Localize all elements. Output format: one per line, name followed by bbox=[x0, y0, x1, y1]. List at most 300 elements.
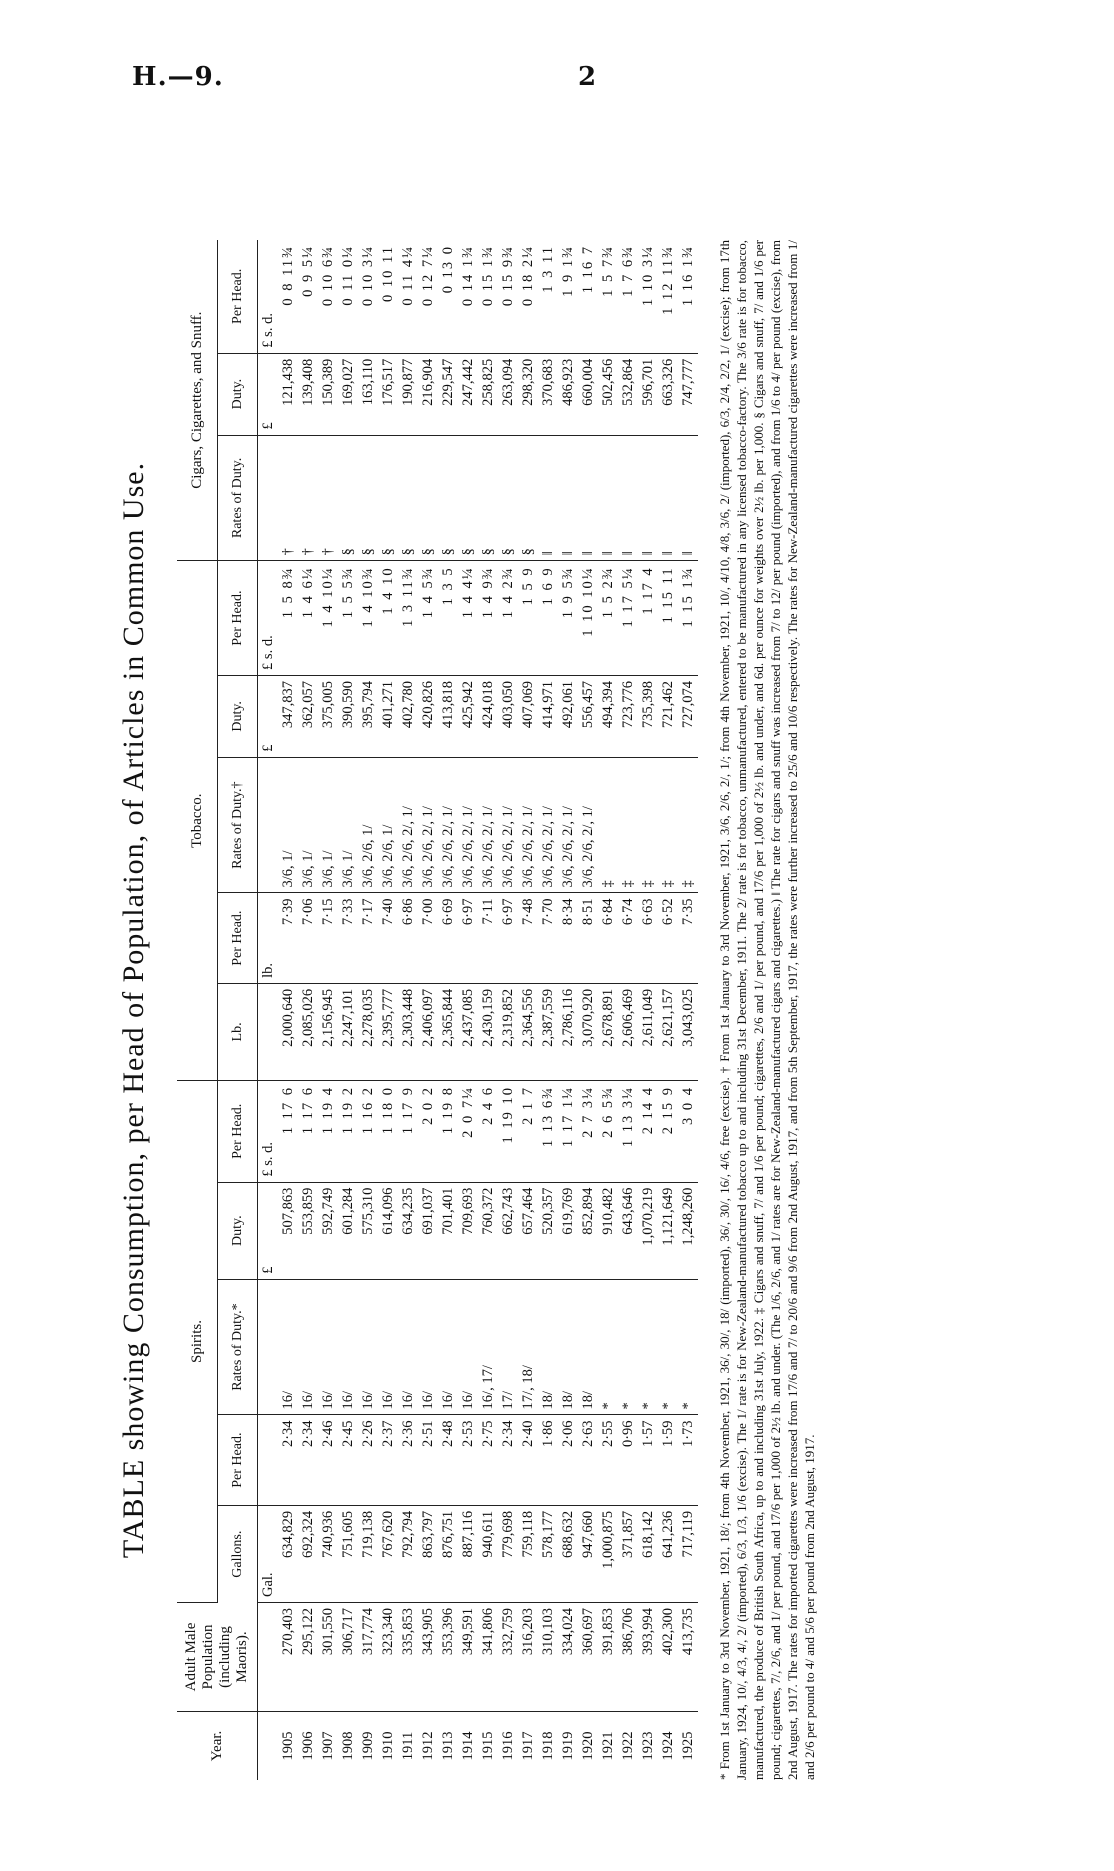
col-header-year: Year. bbox=[177, 1712, 258, 1781]
group-header-cigars: Cigars, Cigarettes, and Snuff. bbox=[177, 240, 218, 561]
table-cell-gallons: 688,632 bbox=[558, 1505, 578, 1602]
table-cell-cigars-per-head: 1 7 6¾ bbox=[618, 240, 638, 353]
table-cell-spirits-duty: 760,372 bbox=[478, 1182, 498, 1279]
table-cell-spirits-per-head: 1 17 6 bbox=[278, 1081, 298, 1183]
table-cell-cigars-rate: § bbox=[518, 435, 538, 561]
table-cell-gallons-per-head: 2·75 bbox=[478, 1415, 498, 1505]
table-cell-gallons-per-head: 1·73 bbox=[678, 1415, 698, 1505]
table-cell-tobacco-duty: 492,061 bbox=[558, 675, 578, 757]
table-row bbox=[438, 240, 458, 1780]
col-header-tobacco-rates: Rates of Duty.† bbox=[218, 757, 258, 893]
table-cell-year: 1916 bbox=[500, 1731, 516, 1761]
table-cell-population: 335,853 bbox=[398, 1603, 418, 1712]
table-cell-gallons-per-head: 2·37 bbox=[378, 1415, 398, 1505]
table-cell-spirits-duty: 643,646 bbox=[618, 1182, 638, 1279]
table-cell-spirits-per-head: 3 0 4 bbox=[678, 1081, 698, 1183]
table-cell-tobacco-lb-per-head: 7·15 bbox=[318, 893, 338, 983]
table-cell-tobacco-lb: 2,437,085 bbox=[458, 983, 478, 1080]
table-cell-cigars-duty: 163,110 bbox=[358, 353, 378, 435]
table-cell-tobacco-per-head: 1 4 10 bbox=[378, 561, 398, 676]
table-cell-spirits-rate: * bbox=[638, 1279, 658, 1415]
page-header bbox=[0, 62, 1114, 102]
table-cell-spirits-per-head: 1 19 4 bbox=[318, 1081, 338, 1183]
table-cell-tobacco-lb-per-head: 6·74 bbox=[618, 893, 638, 983]
table-cell-tobacco-lb-per-head: 7·35 bbox=[678, 893, 698, 983]
table-cell-tobacco-per-head: 1 4 6¼ bbox=[298, 561, 318, 676]
table-cell-cigars-per-head: 1 5 7¾ bbox=[598, 240, 618, 353]
table-cell-tobacco-rate: 3/6, 1/ bbox=[338, 757, 358, 893]
table-cell-spirits-rate: 18/ bbox=[558, 1279, 578, 1415]
table-cell-spirits-rate: * bbox=[658, 1279, 678, 1415]
table-cell-year: 1912 bbox=[420, 1731, 436, 1761]
table-cell-cigars-per-head: 0 10 11 bbox=[378, 240, 398, 353]
table-cell-tobacco-per-head: 1 6 9 bbox=[538, 561, 558, 676]
table-cell-population: 295,122 bbox=[298, 1603, 318, 1712]
table-cell-cigars-per-head: 1 16 1¾ bbox=[678, 240, 698, 353]
table-cell-gallons: 767,620 bbox=[378, 1505, 398, 1602]
table-cell-tobacco-lb-per-head: 6·63 bbox=[638, 893, 658, 983]
document-reference: H.—9. bbox=[132, 62, 224, 92]
table-cell-spirits-rate: 16/ bbox=[298, 1279, 318, 1415]
table-cell-tobacco-lb-per-head: 8·51 bbox=[578, 893, 598, 983]
table-cell-tobacco-rate: 3/6, 2/6, 2/, 1/ bbox=[558, 757, 578, 893]
table-cell-tobacco-duty: 395,794 bbox=[358, 675, 378, 757]
table-cell-cigars-rate: ‖ bbox=[558, 435, 578, 561]
table-cell-cigars-rate: § bbox=[418, 435, 438, 561]
col-header-spirits-rates: Rates of Duty.* bbox=[218, 1279, 258, 1415]
table-cell-spirits-per-head: 2 6 5¾ bbox=[598, 1081, 618, 1183]
table-cell-tobacco-duty: 721,462 bbox=[658, 675, 678, 757]
table-cell-tobacco-duty: 407,069 bbox=[518, 675, 538, 757]
table-cell-tobacco-per-head: 1 17 5¼ bbox=[618, 561, 638, 676]
table-cell-tobacco-lb: 2,319,852 bbox=[498, 983, 518, 1080]
table-cell-cigars-duty: 229,547 bbox=[438, 353, 458, 435]
table-cell-spirits-rate: * bbox=[618, 1279, 638, 1415]
consumption-table bbox=[177, 240, 698, 1780]
table-row bbox=[278, 240, 298, 1780]
table-cell-cigars-rate: ‖ bbox=[618, 435, 638, 561]
table-cell-cigars-duty: 596,701 bbox=[638, 353, 658, 435]
table-cell-tobacco-rate: 3/6, 2/6, 1/ bbox=[378, 757, 398, 893]
table-cell-tobacco-per-head: 1 15 11 bbox=[658, 561, 678, 676]
table-cell-population: 349,591 bbox=[458, 1603, 478, 1712]
table-cell-cigars-duty: 747,777 bbox=[678, 353, 698, 435]
table-cell-cigars-duty: 121,438 bbox=[278, 353, 298, 435]
table-cell-tobacco-per-head: 1 5 9 bbox=[518, 561, 538, 676]
table-cell-tobacco-lb-per-head: 6·97 bbox=[458, 893, 478, 983]
table-cell-cigars-duty: 486,923 bbox=[558, 353, 578, 435]
table-cell-tobacco-lb: 2,303,448 bbox=[398, 983, 418, 1080]
table-cell-tobacco-per-head: 1 9 5¾ bbox=[558, 561, 578, 676]
table-row bbox=[578, 240, 598, 1780]
table-cell-cigars-duty: 169,027 bbox=[338, 353, 358, 435]
table-cell-gallons: 863,797 bbox=[418, 1505, 438, 1602]
table-cell-tobacco-lb: 2,278,035 bbox=[358, 983, 378, 1080]
table-cell-cigars-per-head: 0 8 11¾ bbox=[278, 240, 298, 353]
table-title: TABLE showing Consumption, per Head of Population, of Articles in Common Use. bbox=[117, 461, 150, 1559]
table-cell-cigars-per-head: 0 18 2¼ bbox=[518, 240, 538, 353]
table-cell-population: 306,717 bbox=[338, 1603, 358, 1712]
table-cell-tobacco-rate: 3/6, 2/6, 2/, 1/ bbox=[578, 757, 598, 893]
table-cell-tobacco-lb: 2,786,116 bbox=[558, 983, 578, 1080]
table-cell-population: 402,300 bbox=[658, 1603, 678, 1712]
table-cell-cigars-per-head: 0 11 0¼ bbox=[338, 240, 358, 353]
table-cell-tobacco-duty: 413,818 bbox=[438, 675, 458, 757]
table-cell-gallons-per-head: 2·34 bbox=[278, 1415, 298, 1505]
table-cell-gallons: 719,138 bbox=[358, 1505, 378, 1602]
table-cell-tobacco-lb-per-head: 7·70 bbox=[538, 893, 558, 983]
table-cell-population: 323,340 bbox=[378, 1603, 398, 1712]
unit-pound: £ bbox=[258, 1182, 279, 1279]
col-header-gallons: Gallons. bbox=[218, 1505, 258, 1602]
table-cell-tobacco-lb-per-head: 7·00 bbox=[418, 893, 438, 983]
table-row bbox=[618, 240, 638, 1780]
table-cell-year: 1905 bbox=[280, 1731, 296, 1761]
table-cell-spirits-rate: 16/ bbox=[398, 1279, 418, 1415]
table-cell-cigars-rate: § bbox=[378, 435, 398, 561]
table-row bbox=[418, 240, 438, 1780]
table-row bbox=[498, 240, 518, 1780]
table-cell-cigars-rate: § bbox=[358, 435, 378, 561]
table-cell-tobacco-rate: 3/6, 2/6, 2/, 1/ bbox=[458, 757, 478, 893]
table-cell-tobacco-per-head: 1 3 5 bbox=[438, 561, 458, 676]
table-cell-tobacco-lb: 2,387,559 bbox=[538, 983, 558, 1080]
table-row bbox=[298, 240, 318, 1780]
page-number: 2 bbox=[578, 62, 597, 92]
table-cell-spirits-duty: 601,284 bbox=[338, 1182, 358, 1279]
table-cell-cigars-duty: 139,408 bbox=[298, 353, 318, 435]
unit-pound: £ bbox=[258, 353, 279, 435]
unit-lsd: £ s. d. bbox=[258, 1081, 279, 1183]
table-cell-gallons-per-head: 2·51 bbox=[418, 1415, 438, 1505]
table-cell-tobacco-lb: 2,085,026 bbox=[298, 983, 318, 1080]
table-cell-tobacco-rate: 3/6, 1/ bbox=[298, 757, 318, 893]
table-cell-cigars-duty: 150,389 bbox=[318, 353, 338, 435]
table-cell-tobacco-lb: 2,678,891 bbox=[598, 983, 618, 1080]
table-cell-spirits-rate: 16/ bbox=[338, 1279, 358, 1415]
col-header-cigars-rates: Rates of Duty. bbox=[218, 435, 258, 561]
table-cell-spirits-rate: 16/ bbox=[378, 1279, 398, 1415]
table-cell-year: 1924 bbox=[660, 1731, 676, 1761]
table-cell-tobacco-rate: 3/6, 1/ bbox=[318, 757, 338, 893]
footnote: * From 1st January to 3rd November, 1921, 18/; from 4th November, 1921, 36/, 30/, 18/ (imported), 36/, 30/, 16/, 4/6, free (excise). † From 1st January to 3rd November, 1921, 3/6, 2/6, 2/, 1/; from 4th November, 1921, 10/, 4/10, 4/8, 3/6, 2/ (imported), 6/3, 2/4, 2/2, 1/ (excise); from 17th January, 1924, 10/, 4/3, 4/, 2/ (imported), 6/3, 1/3, 1/6 (excise). The 1/ rate is for New-Zealand-manufactured tobacco up to and including 31st December, 1911. The 2/ rate is for tobacco, unmanufactured, entered to be manufactured in any licensed tobacco-factory. The 3/6 rate is for tobacco, manufactured, the produce of British South Africa, up to and including 31st July, 1922. ‡ Cigars and snuff, 7/ and 1/6 per pound; cigarettes, 2/6 and 1/ per pound, and 17/6 per 1,000 of 2½ lb. and under, and 6d. per ounce for weights over 2½ lb. per 1,000. § Cigars and snuff, 7/ and 1/6 per pound; cigarettes, 7/, 2/6, and 1/ per pound, and 17/6 per 1,000 of 2½ lb. and under. (The 1/6, 2/6, and 1/ rates are for New-Zealand-manufactured cigars and cigarettes.) ‖ The rate for cigars and snuff was increased from 7/ to 12/ per pound (imported), and from 1/6 to 4/ per pound (excise), from 2nd August, 1917. The rates for imported cigarettes were increased from 17/6 and 7/ to 20/6 and 9/6 from 2nd August, 1917, and from 5th September, 1917, the rates were further increased to 25/6 and 10/6 respectively. The rates for New-Zealand-manufactured cigarettes were increased from 1/ and 2/6 per pound to 4/ and 5/6 per pound from 2nd August, 1917. bbox=[717, 240, 817, 1780]
table-cell-tobacco-per-head: 1 4 5¾ bbox=[418, 561, 438, 676]
table-cell-year: 1921 bbox=[600, 1731, 616, 1761]
table-row bbox=[378, 240, 398, 1780]
table-cell-tobacco-duty: 390,590 bbox=[338, 675, 358, 757]
table-cell-year: 1909 bbox=[360, 1731, 376, 1761]
table-cell-tobacco-lb-per-head: 7·06 bbox=[298, 893, 318, 983]
table-cell-gallons: 940,611 bbox=[478, 1505, 498, 1602]
table-cell-tobacco-lb: 2,395,777 bbox=[378, 983, 398, 1080]
table-cell-gallons-per-head: 2·53 bbox=[458, 1415, 478, 1505]
table-cell-population: 386,706 bbox=[618, 1603, 638, 1712]
unit-lsd: £ s. d. bbox=[258, 561, 279, 676]
table-cell-cigars-per-head: 0 12 7¼ bbox=[418, 240, 438, 353]
table-cell-cigars-duty: 502,456 bbox=[598, 353, 618, 435]
table-cell-cigars-per-head: 0 15 1¾ bbox=[478, 240, 498, 353]
table-cell-gallons-per-head: 1·86 bbox=[538, 1415, 558, 1505]
table-cell-gallons: 717,119 bbox=[678, 1505, 698, 1602]
table-cell-tobacco-duty: 402,780 bbox=[398, 675, 418, 757]
table-cell-tobacco-lb-per-head: 7·33 bbox=[338, 893, 358, 983]
table-cell-spirits-rate: * bbox=[598, 1279, 618, 1415]
table-cell-tobacco-duty: 727,074 bbox=[678, 675, 698, 757]
table-row bbox=[318, 240, 338, 1780]
table-cell-population: 341,806 bbox=[478, 1603, 498, 1712]
table-cell-year: 1922 bbox=[620, 1731, 636, 1761]
table-cell-spirits-per-head: 1 18 0 bbox=[378, 1081, 398, 1183]
table-cell-spirits-per-head: 2 14 4 bbox=[638, 1081, 658, 1183]
table-cell-cigars-rate: § bbox=[438, 435, 458, 561]
table-cell-tobacco-lb-per-head: 8·34 bbox=[558, 893, 578, 983]
table-cell-tobacco-per-head: 1 5 8¾ bbox=[278, 561, 298, 676]
table-cell-cigars-rate: § bbox=[398, 435, 418, 561]
table-cell-cigars-per-head: 0 15 9¾ bbox=[498, 240, 518, 353]
table-cell-gallons-per-head: 2·48 bbox=[438, 1415, 458, 1505]
table-cell-cigars-per-head: 0 13 0 bbox=[438, 240, 458, 353]
table-cell-population: 360,697 bbox=[578, 1603, 598, 1712]
col-header-spirits-duty: Duty. bbox=[218, 1182, 258, 1279]
table-cell-tobacco-duty: 401,271 bbox=[378, 675, 398, 757]
table-cell-cigars-per-head: 0 10 6¾ bbox=[318, 240, 338, 353]
table-cell-cigars-rate: † bbox=[298, 435, 318, 561]
table-cell-population: 391,853 bbox=[598, 1603, 618, 1712]
table-cell-spirits-rate: 16/ bbox=[438, 1279, 458, 1415]
table-cell-gallons-per-head: 2·45 bbox=[338, 1415, 358, 1505]
table-cell-spirits-per-head: 1 19 8 bbox=[438, 1081, 458, 1183]
table-cell-tobacco-rate: 3/6, 2/6, 2/, 1/ bbox=[418, 757, 438, 893]
table-cell-population: 413,735 bbox=[678, 1603, 698, 1712]
table-cell-spirits-rate: * bbox=[678, 1279, 698, 1415]
table-cell-spirits-duty: 1,070,219 bbox=[638, 1182, 658, 1279]
table-row bbox=[398, 240, 418, 1780]
table-cell-gallons: 618,142 bbox=[638, 1505, 658, 1602]
table-cell-spirits-rate: 18/ bbox=[538, 1279, 558, 1415]
table-cell-gallons: 578,177 bbox=[538, 1505, 558, 1602]
table-cell-tobacco-per-head: 1 4 10¾ bbox=[358, 561, 378, 676]
table-cell-gallons-per-head: 2·06 bbox=[558, 1415, 578, 1505]
table-cell-spirits-per-head: 2 1 7 bbox=[518, 1081, 538, 1183]
table-cell-year: 1915 bbox=[480, 1731, 496, 1761]
table-cell-spirits-duty: 553,859 bbox=[298, 1182, 318, 1279]
table-cell-cigars-rate: ‖ bbox=[638, 435, 658, 561]
table-cell-tobacco-lb: 3,043,025 bbox=[678, 983, 698, 1080]
table-cell-spirits-rate: 16/ bbox=[358, 1279, 378, 1415]
table-cell-cigars-rate: § bbox=[338, 435, 358, 561]
table-cell-gallons-per-head: 2·46 bbox=[318, 1415, 338, 1505]
table-cell-gallons-per-head: 0·96 bbox=[618, 1415, 638, 1505]
table-cell-gallons: 876,751 bbox=[438, 1505, 458, 1602]
table-cell-gallons-per-head: 1·59 bbox=[658, 1415, 678, 1505]
table-cell-spirits-per-head: 1 17 1¼ bbox=[558, 1081, 578, 1183]
col-header-gal-per-head: Per Head. bbox=[218, 1415, 258, 1505]
table-cell-population: 270,403 bbox=[278, 1603, 298, 1712]
col-header-tobacco-duty: Duty. bbox=[218, 675, 258, 757]
table-row bbox=[518, 240, 538, 1780]
table-row bbox=[538, 240, 558, 1780]
table-cell-gallons: 792,794 bbox=[398, 1505, 418, 1602]
table-cell-tobacco-lb-per-head: 6·69 bbox=[438, 893, 458, 983]
table-cell-gallons-per-head: 2·26 bbox=[358, 1415, 378, 1505]
table-cell-gallons: 751,605 bbox=[338, 1505, 358, 1602]
table-cell-spirits-per-head: 1 17 6 bbox=[298, 1081, 318, 1183]
unit-lsd: £ s. d. bbox=[258, 240, 279, 353]
table-cell-tobacco-lb: 2,000,640 bbox=[278, 983, 298, 1080]
table-cell-cigars-per-head: 1 3 11 bbox=[538, 240, 558, 353]
table-cell-year: 1906 bbox=[300, 1731, 316, 1761]
table-cell-gallons: 371,857 bbox=[618, 1505, 638, 1602]
table-row bbox=[638, 240, 658, 1780]
table-cell-population: 316,203 bbox=[518, 1603, 538, 1712]
table-cell-tobacco-per-head: 1 15 1¾ bbox=[678, 561, 698, 676]
table-cell-population: 317,774 bbox=[358, 1603, 378, 1712]
table-cell-population: 393,994 bbox=[638, 1603, 658, 1712]
table-cell-population: 353,396 bbox=[438, 1603, 458, 1712]
table-cell-population: 343,905 bbox=[418, 1603, 438, 1712]
table-cell-cigars-per-head: 1 9 1¾ bbox=[558, 240, 578, 353]
table-cell-year: 1917 bbox=[520, 1731, 536, 1761]
table-cell-cigars-duty: 216,904 bbox=[418, 353, 438, 435]
col-header-population: Adult Male Population (including Maoris). bbox=[177, 1603, 258, 1712]
table-cell-spirits-duty: 709,693 bbox=[458, 1182, 478, 1279]
table-cell-population: 332,759 bbox=[498, 1603, 518, 1712]
table-cell-spirits-duty: 662,743 bbox=[498, 1182, 518, 1279]
unit-lb: lb. bbox=[258, 893, 279, 983]
table-cell-tobacco-per-head: 1 5 5¾ bbox=[338, 561, 358, 676]
table-cell-cigars-per-head: 1 10 3¼ bbox=[638, 240, 658, 353]
table-cell-tobacco-rate: ‡ bbox=[638, 757, 658, 893]
table-cell-tobacco-lb: 2,611,049 bbox=[638, 983, 658, 1080]
table-cell-year: 1918 bbox=[540, 1731, 556, 1761]
table-cell-cigars-duty: 263,094 bbox=[498, 353, 518, 435]
table-cell-cigars-rate: § bbox=[498, 435, 518, 561]
col-header-cigars-duty: Duty. bbox=[218, 353, 258, 435]
table-cell-tobacco-rate: 3/6, 2/6, 2/, 1/ bbox=[538, 757, 558, 893]
table-cell-tobacco-rate: 3/6, 2/6, 1/ bbox=[358, 757, 378, 893]
table-cell-cigars-duty: 370,683 bbox=[538, 353, 558, 435]
table-cell-cigars-duty: 247,442 bbox=[458, 353, 478, 435]
table-cell-tobacco-rate: ‡ bbox=[598, 757, 618, 893]
table-cell-spirits-per-head: 2 7 3¼ bbox=[578, 1081, 598, 1183]
table-cell-cigars-per-head: 0 11 4¼ bbox=[398, 240, 418, 353]
table-cell-tobacco-lb-per-head: 7·40 bbox=[378, 893, 398, 983]
table-cell-year: 1907 bbox=[320, 1731, 336, 1761]
table-cell-tobacco-lb: 2,406,097 bbox=[418, 983, 438, 1080]
group-header-spirits: Spirits. bbox=[177, 1081, 218, 1603]
table-cell-cigars-duty: 660,004 bbox=[578, 353, 598, 435]
table-cell-tobacco-rate: ‡ bbox=[658, 757, 678, 893]
table-cell-tobacco-lb: 2,430,159 bbox=[478, 983, 498, 1080]
table-cell-tobacco-lb-per-head: 7·11 bbox=[478, 893, 498, 983]
table-row bbox=[658, 240, 678, 1780]
table-cell-spirits-rate: 16/ bbox=[278, 1279, 298, 1415]
table-cell-cigars-rate: ‖ bbox=[538, 435, 558, 561]
table-row bbox=[478, 240, 498, 1780]
table-cell-tobacco-per-head: 1 4 9¾ bbox=[478, 561, 498, 676]
table-cell-cigars-rate: † bbox=[278, 435, 298, 561]
col-header-tobacco-per-head: Per Head. bbox=[218, 561, 258, 676]
table-cell-year: 1913 bbox=[440, 1731, 456, 1761]
table-cell-spirits-rate: 18/ bbox=[578, 1279, 598, 1415]
table-cell-cigars-duty: 663,326 bbox=[658, 353, 678, 435]
table-cell-cigars-per-head: 1 12 11¾ bbox=[658, 240, 678, 353]
table-cell-spirits-duty: 852,894 bbox=[578, 1182, 598, 1279]
table-cell-tobacco-lb-per-head: 6·52 bbox=[658, 893, 678, 983]
table-cell-cigars-rate: † bbox=[318, 435, 338, 561]
table-cell-tobacco-lb-per-head: 6·84 bbox=[598, 893, 618, 983]
table-cell-tobacco-lb: 2,156,945 bbox=[318, 983, 338, 1080]
table-cell-gallons-per-head: 2·36 bbox=[398, 1415, 418, 1505]
table-row bbox=[598, 240, 618, 1780]
table-cell-gallons: 692,324 bbox=[298, 1505, 318, 1602]
table-cell-gallons-per-head: 2·34 bbox=[298, 1415, 318, 1505]
table-cell-tobacco-duty: 494,394 bbox=[598, 675, 618, 757]
table-cell-tobacco-per-head: 1 4 4¼ bbox=[458, 561, 478, 676]
table-cell-cigars-duty: 532,864 bbox=[618, 353, 638, 435]
table-cell-spirits-duty: 575,310 bbox=[358, 1182, 378, 1279]
table-cell-tobacco-duty: 403,050 bbox=[498, 675, 518, 757]
table-cell-cigars-rate: ‖ bbox=[598, 435, 618, 561]
table-cell-cigars-duty: 176,517 bbox=[378, 353, 398, 435]
table-cell-spirits-duty: 701,401 bbox=[438, 1182, 458, 1279]
table-cell-spirits-per-head: 1 13 6¾ bbox=[538, 1081, 558, 1183]
table-cell-spirits-duty: 657,464 bbox=[518, 1182, 538, 1279]
table-cell-tobacco-per-head: 1 4 2¾ bbox=[498, 561, 518, 676]
table-cell-spirits-duty: 1,248,260 bbox=[678, 1182, 698, 1279]
table-row bbox=[358, 240, 378, 1780]
table-cell-spirits-per-head: 2 4 6 bbox=[478, 1081, 498, 1183]
table-cell-tobacco-lb-per-head: 6·97 bbox=[498, 893, 518, 983]
table-cell-gallons-per-head: 1·57 bbox=[638, 1415, 658, 1505]
table-cell-spirits-duty: 691,037 bbox=[418, 1182, 438, 1279]
table-cell-tobacco-duty: 723,776 bbox=[618, 675, 638, 757]
table-cell-tobacco-lb: 2,621,157 bbox=[658, 983, 678, 1080]
table-cell-cigars-per-head: 0 14 1¾ bbox=[458, 240, 478, 353]
table-cell-year: 1910 bbox=[380, 1731, 396, 1761]
table-cell-spirits-per-head: 1 13 3¼ bbox=[618, 1081, 638, 1183]
table-cell-gallons-per-head: 2·40 bbox=[518, 1415, 538, 1505]
table-cell-spirits-duty: 592,749 bbox=[318, 1182, 338, 1279]
table-cell-tobacco-lb-per-head: 7·48 bbox=[518, 893, 538, 983]
table-cell-tobacco-duty: 347,837 bbox=[278, 675, 298, 757]
table-cell-spirits-per-head: 1 16 2 bbox=[358, 1081, 378, 1183]
table-cell-spirits-per-head: 1 17 9 bbox=[398, 1081, 418, 1183]
table-cell-tobacco-duty: 414,971 bbox=[538, 675, 558, 757]
table-cell-tobacco-rate: ‡ bbox=[618, 757, 638, 893]
table-cell-year: 1920 bbox=[580, 1731, 596, 1761]
table-cell-population: 310,103 bbox=[538, 1603, 558, 1712]
table-row bbox=[458, 240, 478, 1780]
table-cell-cigars-duty: 190,877 bbox=[398, 353, 418, 435]
table-cell-tobacco-per-head: 1 3 11¾ bbox=[398, 561, 418, 676]
col-header-lb: Lb. bbox=[218, 983, 258, 1080]
group-header-tobacco: Tobacco. bbox=[177, 561, 218, 1081]
table-cell-tobacco-duty: 375,005 bbox=[318, 675, 338, 757]
table-cell-tobacco-lb: 2,247,101 bbox=[338, 983, 358, 1080]
table-cell-cigars-rate: ‖ bbox=[578, 435, 598, 561]
col-header-cigars-per-head: Per Head. bbox=[218, 240, 258, 353]
unit-pound: £ bbox=[258, 675, 279, 757]
table-row bbox=[558, 240, 578, 1780]
table-body bbox=[258, 240, 699, 1780]
table-cell-tobacco-lb: 3,070,920 bbox=[578, 983, 598, 1080]
table-cell-tobacco-per-head: 1 10 10¼ bbox=[578, 561, 598, 676]
table-cell-spirits-rate: 16/, 17/ bbox=[478, 1279, 498, 1415]
table-cell-spirits-duty: 1,121,649 bbox=[658, 1182, 678, 1279]
unit-gal: Gal. bbox=[258, 1505, 279, 1602]
table-cell-spirits-rate: 17/ bbox=[498, 1279, 518, 1415]
